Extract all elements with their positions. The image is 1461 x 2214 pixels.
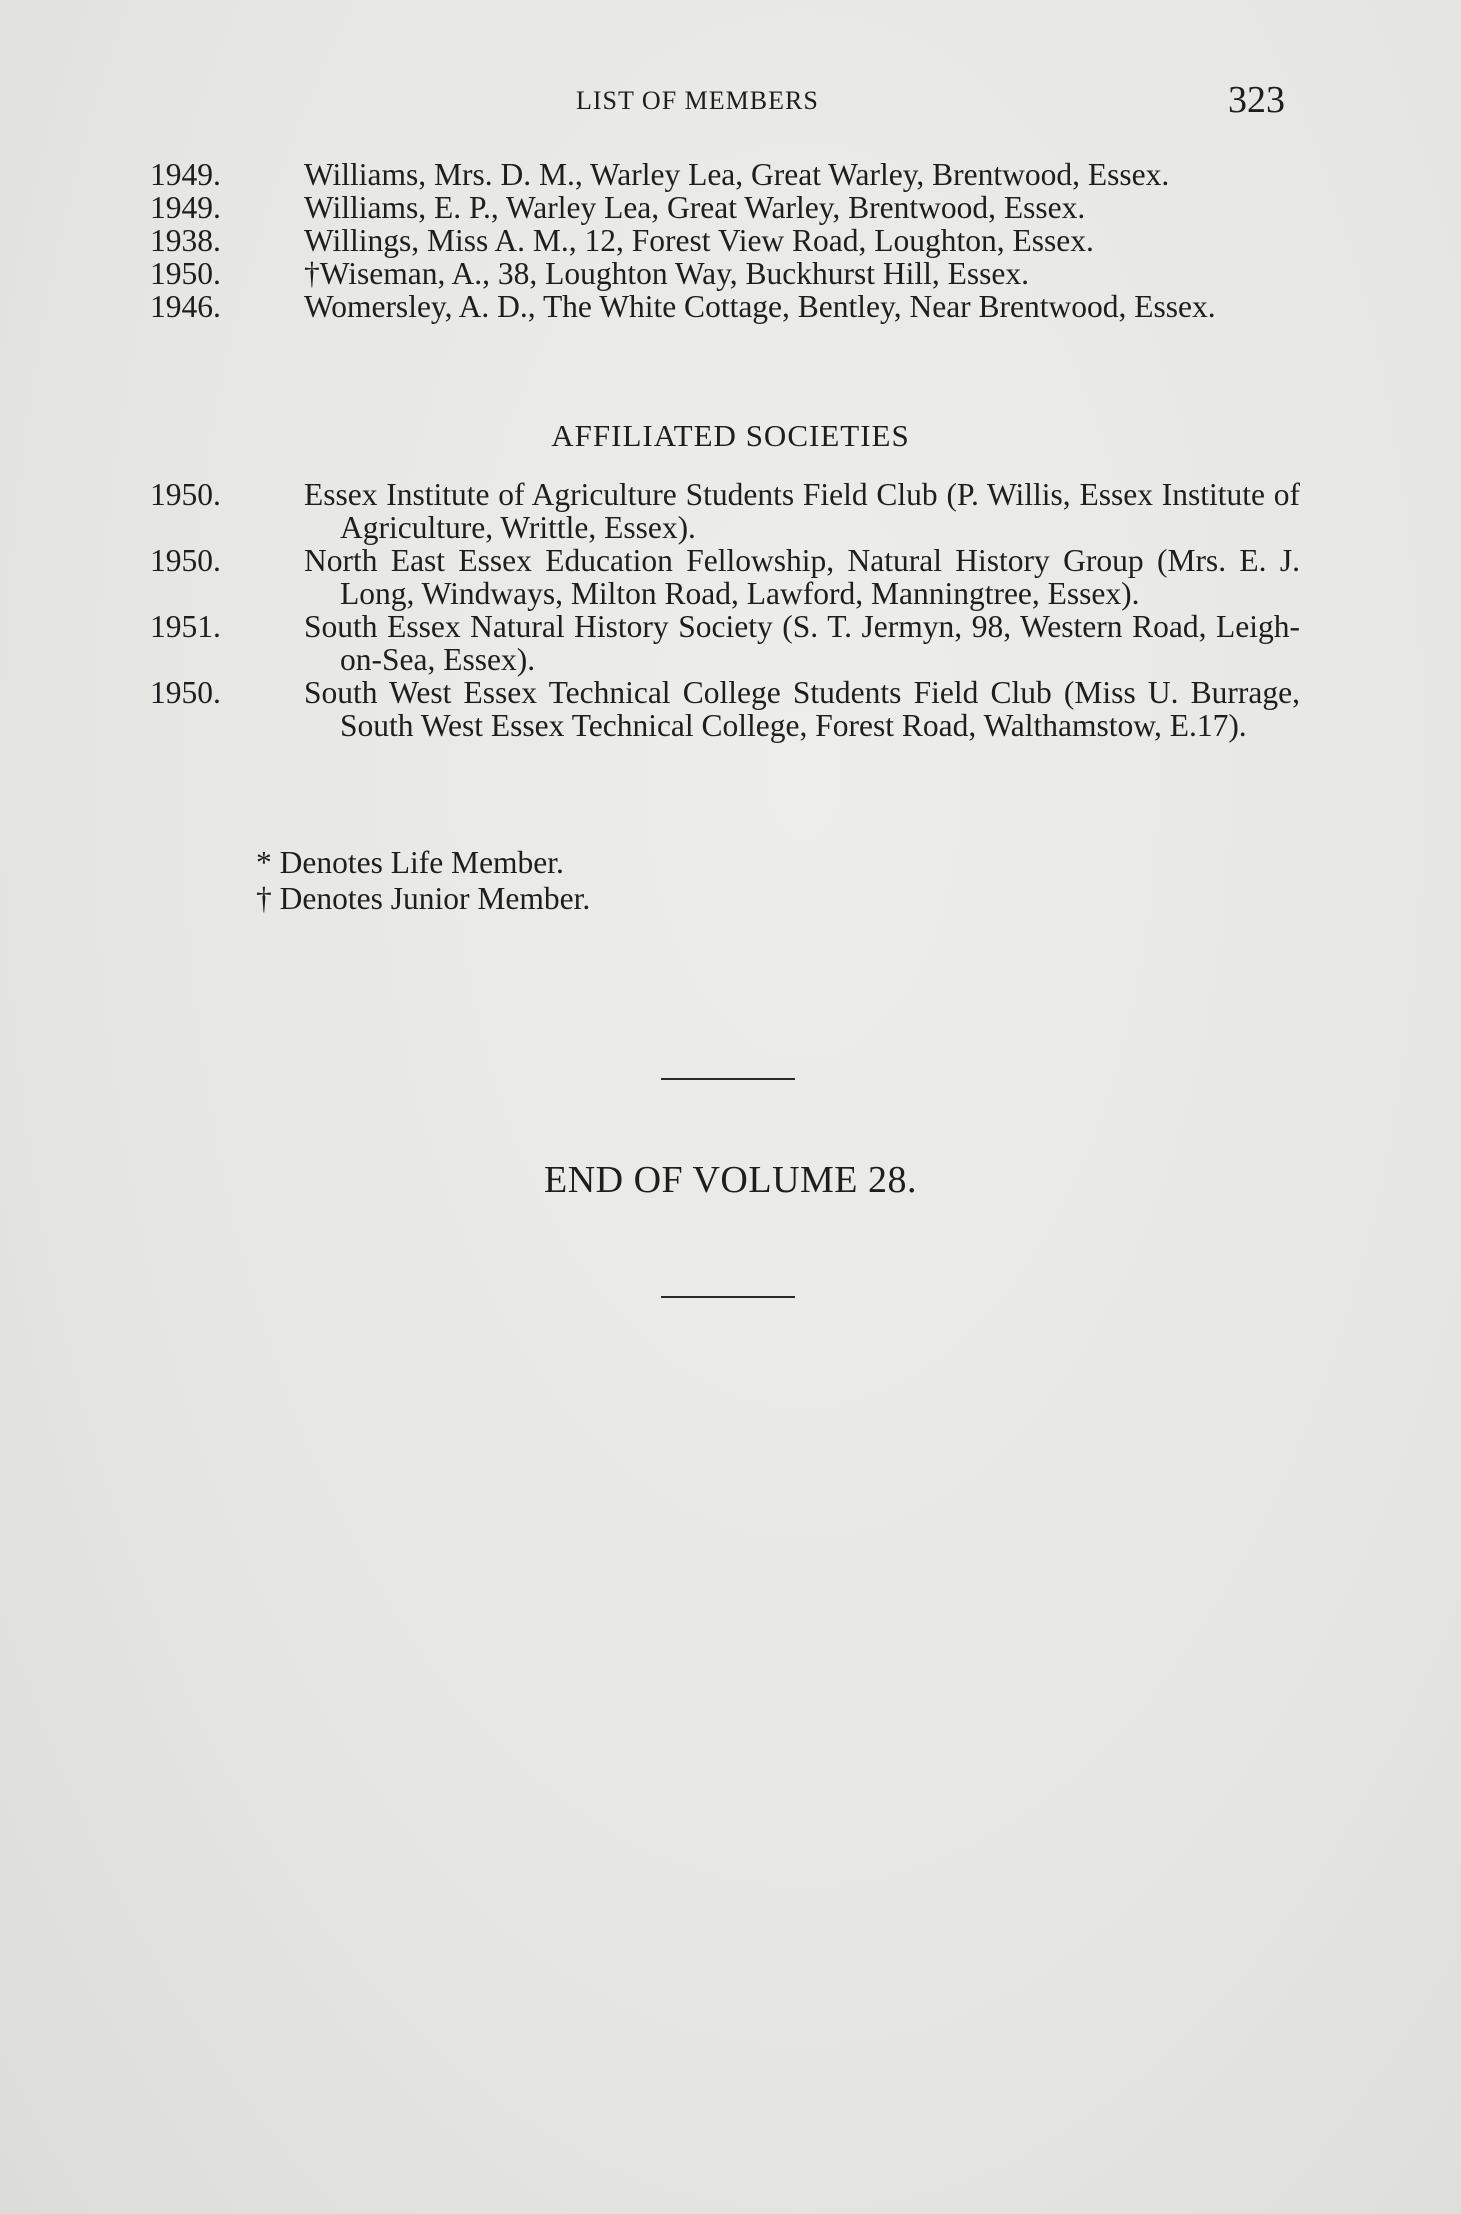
society-details: North East Essex Education Fellowship, Natural History Group (Mrs. E. J. Long, Windways, Milton Road, Lawford, Manningtree, Essex). — [304, 543, 1300, 611]
divider-rule — [661, 1078, 795, 1080]
society-year: 1950. — [150, 543, 221, 578]
member-entry — [150, 158, 1300, 191]
page-number: 323 — [1228, 79, 1285, 121]
member-details: Womersley, A. D., The White Cottage, Bentley, Near Brentwood, Essex. — [304, 289, 1216, 324]
legend-notes — [256, 845, 590, 917]
society-year: 1951. — [150, 609, 221, 644]
life-member-note: * Denotes Life Member. — [256, 845, 564, 880]
society-entry — [150, 610, 1300, 676]
end-of-volume-text: END OF VOLUME 28. — [543, 1159, 918, 1201]
member-year: 1938. — [150, 223, 221, 258]
member-details: †Wiseman, A., 38, Loughton Way, Buckhurst Hill, Essex. — [304, 256, 1030, 291]
running-header — [0, 79, 1461, 122]
society-details: Essex Institute of Agriculture Students Field Club (P. Willis, Essex Institute of Agriculture, Writtle, Essex). — [304, 477, 1300, 545]
member-year: 1946. — [150, 289, 221, 324]
member-year: 1949. — [150, 190, 221, 225]
society-details: South Essex Natural History Society (S. T. Jermyn, 98, Western Road, Leigh-on-Sea, Essex). — [304, 609, 1300, 677]
member-entry — [150, 290, 1300, 323]
member-details: Willings, Miss A. M., 12, Forest View Road, Loughton, Essex. — [304, 223, 1094, 258]
society-year: 1950. — [150, 675, 221, 710]
running-title: LIST OF MEMBERS — [576, 86, 819, 115]
member-year: 1950. — [150, 256, 221, 291]
member-entry — [150, 191, 1300, 224]
member-year: 1949. — [150, 157, 221, 192]
society-year: 1950. — [150, 477, 221, 512]
society-details: South West Essex Technical College Students Field Club (Miss U. Burrage, South West Essex Technical College, Forest Road, Walthamstow, E.17). — [304, 675, 1300, 743]
divider-rule — [661, 1296, 795, 1298]
society-entry — [150, 478, 1300, 544]
member-details: Williams, E. P., Warley Lea, Great Warley, Brentwood, Essex. — [304, 190, 1086, 225]
junior-member-note: † Denotes Junior Member. — [256, 881, 591, 916]
member-entry — [150, 224, 1300, 257]
member-details: Williams, Mrs. D. M., Warley Lea, Great Warley, Brentwood, Essex. — [304, 157, 1170, 192]
affiliated-societies-list — [150, 478, 1300, 742]
member-entry — [150, 257, 1300, 290]
society-entry — [150, 676, 1300, 742]
affiliated-societies-heading: AFFILIATED SOCIETIES — [551, 418, 910, 453]
member-list — [150, 158, 1300, 323]
society-entry — [150, 544, 1300, 610]
